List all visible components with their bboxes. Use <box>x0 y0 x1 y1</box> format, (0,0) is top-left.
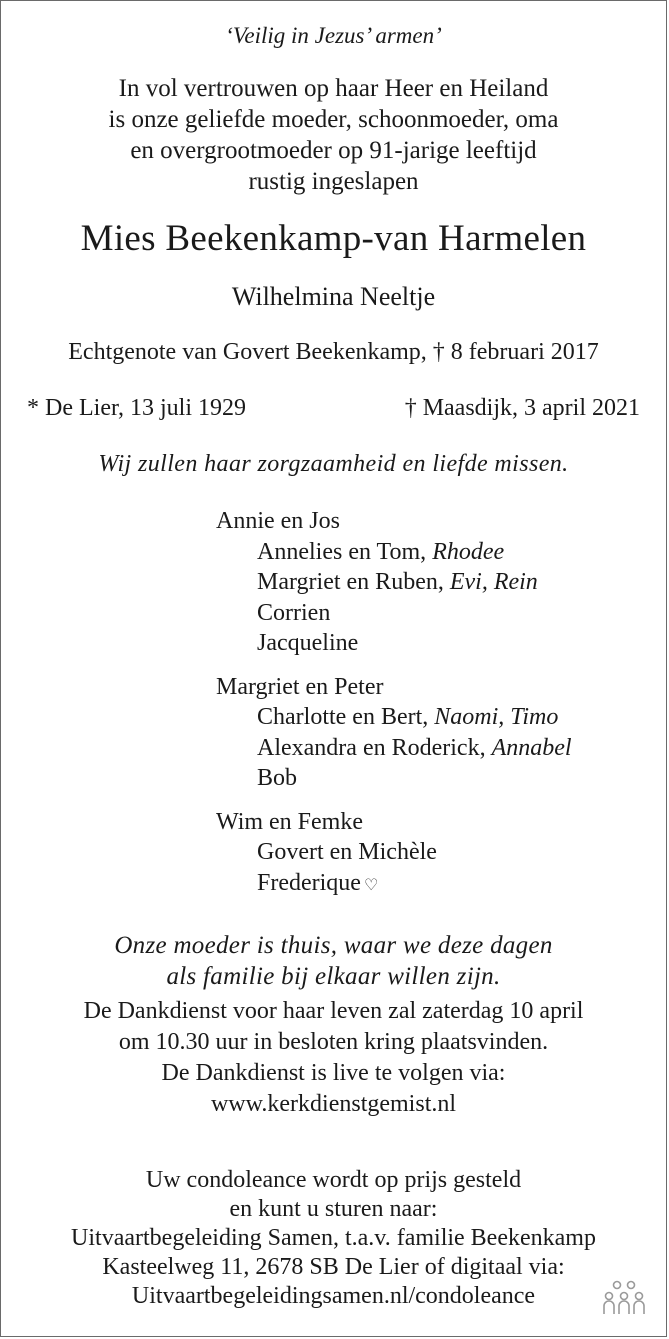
intro-line: rustig ingeslapen <box>248 168 419 195</box>
intro-line: In vol vertrouwen op haar Heer en Heiland <box>118 75 549 102</box>
grandchildren: Evi, Rein <box>449 569 538 595</box>
heart-icon: ♡ <box>363 876 379 894</box>
condolence-line: en kunt u sturen naar: <box>229 1196 438 1222</box>
family-group <box>216 672 572 794</box>
family-member: Govert en Michèle <box>257 839 437 865</box>
family-member: Corrien <box>257 599 331 626</box>
motto: ‘Veilig in Jezus’ armen’ <box>225 23 442 48</box>
family-member: Charlotte en Bert, Naomi, Timo <box>257 704 559 730</box>
condolence-line: Uw condoleance wordt op prijs gesteld <box>145 1167 522 1193</box>
family-head: Margriet en Peter <box>216 673 384 700</box>
family-member: Margriet en Ruben, Evi, Rein <box>257 569 538 595</box>
intro-text <box>1 73 666 197</box>
family-member: Frederique ♡ <box>257 869 379 896</box>
condolence-line: Uitvaartbegeleiding Samen, t.a.v. familie Beekenkamp <box>71 1225 596 1251</box>
livestream-link[interactable]: www.kerkdienstgemist.nl <box>210 1091 457 1117</box>
family-group <box>216 506 572 659</box>
family-member: Annelies en Tom, Rhodee <box>257 538 505 565</box>
service-info <box>1 996 666 1120</box>
home-note-line: Onze moeder is thuis, waar we deze dagen <box>114 932 553 959</box>
grandchildren: Annabel <box>491 734 572 761</box>
home-note-line: als familie bij elkaar willen zijn. <box>166 963 501 990</box>
intro-line: en overgrootmoeder op 91-jarige leeftijd <box>130 137 537 164</box>
intro-line: is onze geliefde moeder, schoonmoeder, oma <box>108 106 559 133</box>
family-head: Wim en Femke <box>216 808 363 835</box>
people-group-icon <box>602 1280 646 1316</box>
home-note <box>1 930 666 992</box>
grandchildren: Rhodee <box>432 538 505 565</box>
family-member: Jacqueline <box>257 630 359 656</box>
service-line: De Dankdienst is live te volgen via: <box>161 1060 506 1086</box>
grandchildren: Naomi, Timo <box>434 704 559 730</box>
family-list <box>216 506 572 898</box>
family-member: Bob <box>257 765 298 791</box>
condolence-line: Kasteelweg 11, 2678 SB De Lier of digitaal via: <box>102 1254 565 1280</box>
miss-line: Wij zullen haar zorgzaamheid en liefde missen. <box>98 451 569 477</box>
condolence-info <box>1 1166 666 1311</box>
family-head: Annie en Jos <box>216 508 340 534</box>
given-names: Wilhelmina Neeltje <box>231 282 436 311</box>
spouse-line: Echtgenote van Govert Beekenkamp, † 8 februari 2017 <box>68 339 599 365</box>
deceased-name: Mies Beekenkamp-van Harmelen <box>80 218 587 259</box>
death-info: † Maasdijk, 3 april 2021 <box>404 395 640 421</box>
service-line: De Dankdienst voor haar leven zal zaterdag 10 april <box>83 998 584 1024</box>
family-member: Alexandra en Roderick, Annabel <box>257 734 572 761</box>
condolence-link[interactable]: Uitvaartbegeleidingsamen.nl/condoleance <box>131 1283 536 1309</box>
family-group <box>216 807 572 899</box>
birth-info: * De Lier, 13 juli 1929 <box>27 395 246 421</box>
service-line: om 10.30 uur in besloten kring plaatsvinden. <box>118 1029 549 1055</box>
